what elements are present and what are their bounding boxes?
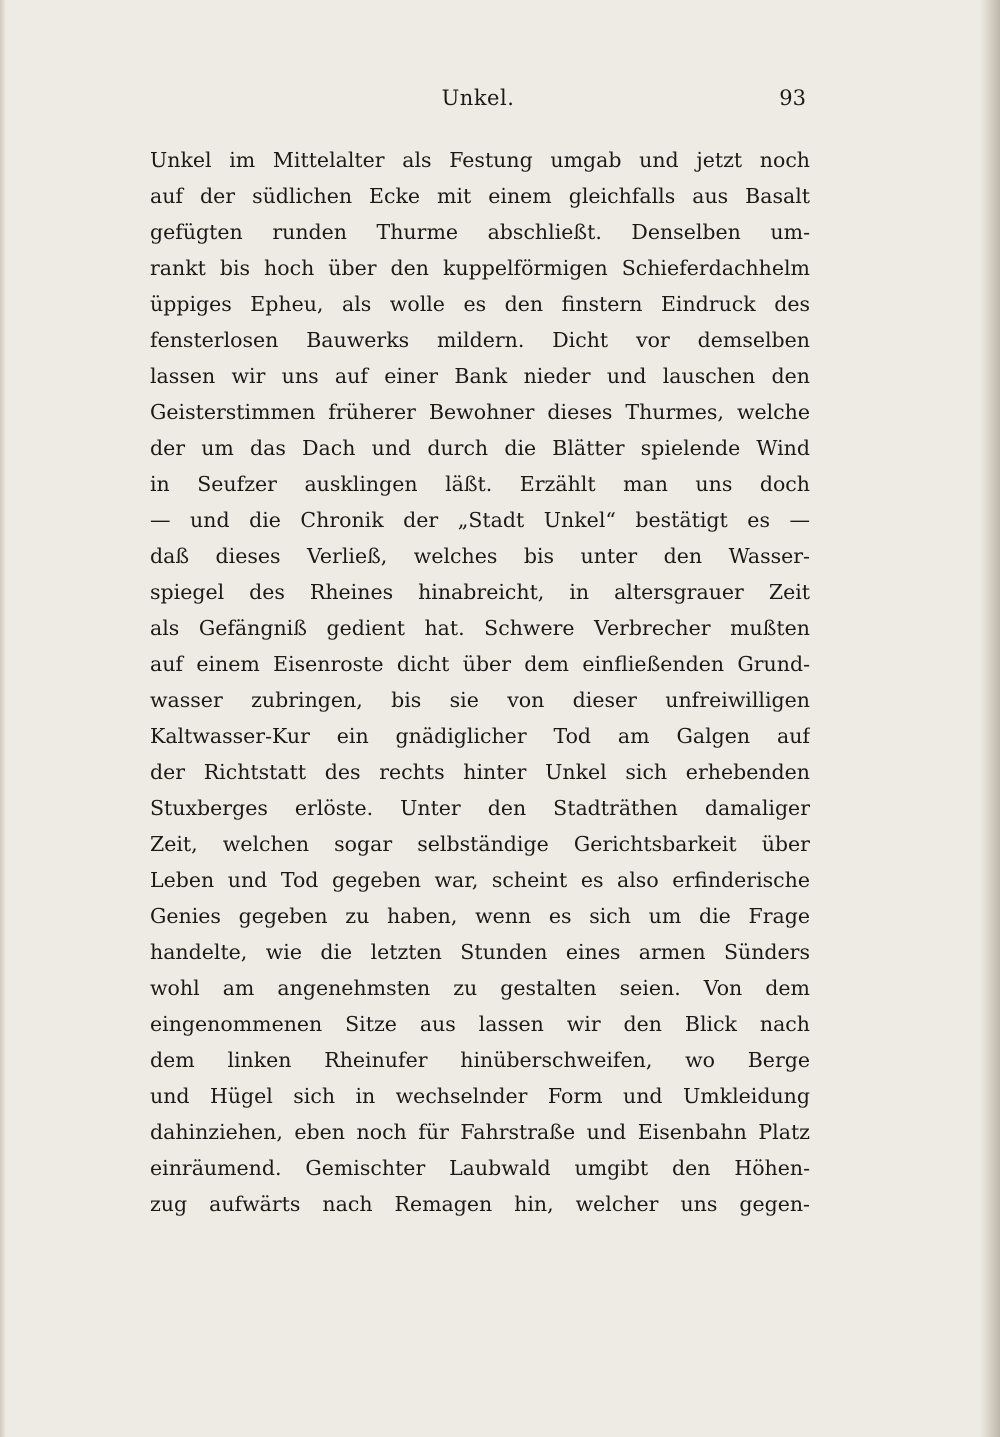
text-line: wohl am angenehmsten zu gestalten seien. Von dem [150, 976, 810, 1000]
text-line: zug aufwärts nach Remagen hin, welcher uns gegen- [150, 1192, 810, 1216]
text-line: lassen wir uns auf einer Bank nieder und lauschen den [150, 364, 810, 388]
text-line: fensterlosen Bauwerks mildern. Dicht vor demselben [150, 328, 810, 352]
text-line: dahinziehen, eben noch für Fahrstraße und Eisenbahn Platz [150, 1120, 810, 1144]
text-line: der um das Dach und durch die Blätter spielende Wind [150, 436, 810, 460]
text-line: auf der südlichen Ecke mit einem gleichfalls aus Basalt [150, 184, 810, 208]
text-line: auf einem Eisenroste dicht über dem einfließenden Grund- [150, 652, 810, 676]
text-line: wasser zubringen, bis sie von dieser unfreiwilligen [150, 688, 810, 712]
text-line: daß dieses Verließ, welches bis unter den Wasser- [150, 544, 810, 568]
text-line: gefügten runden Thurme abschließt. Denselben um- [150, 220, 810, 244]
text-line: Zeit, welchen sogar selbständige Gerichtsbarkeit über [150, 832, 810, 856]
page-gutter-shadow [0, 0, 6, 1437]
text-line: und Hügel sich in wechselnder Form und Umkleidung [150, 1084, 810, 1108]
text-line: Stuxberges erlöste. Unter den Stadträthen damaliger [150, 796, 810, 820]
text-line: Genies gegeben zu haben, wenn es sich um die Frage [150, 904, 810, 928]
body-paragraph [150, 142, 810, 1222]
text-line: der Richtstatt des rechts hinter Unkel sich erhebenden [150, 760, 810, 784]
text-line: handelte, wie die letzten Stunden eines armen Sünders [150, 940, 810, 964]
text-line: Geisterstimmen früherer Bewohner dieses Thurmes, welche [150, 400, 810, 424]
text-line: Leben und Tod gegeben war, scheint es also erfinderische [150, 868, 810, 892]
text-line: in Seufzer ausklingen läßt. Erzählt man uns doch [150, 472, 810, 496]
text-line: als Gefängniß gedient hat. Schwere Verbrecher mußten [150, 616, 810, 640]
running-head [150, 86, 806, 116]
text-line: Kaltwasser-Kur ein gnädiglicher Tod am Galgen auf [150, 724, 810, 748]
text-line: spiegel des Rheines hinabreicht, in altersgrauer Zeit [150, 580, 810, 604]
running-head-title: Unkel. [441, 86, 515, 110]
text-line: dem linken Rheinufer hinüberschweifen, wo Berge [150, 1048, 810, 1072]
text-line: üppiges Epheu, als wolle es den finstern Eindruck des [150, 292, 810, 316]
text-line: rankt bis hoch über den kuppelförmigen Schieferdachhelm [150, 256, 810, 280]
text-line: eingenommenen Sitze aus lassen wir den Blick nach [150, 1012, 810, 1036]
page-number: 93 [779, 86, 806, 110]
page-edge-shadow [980, 0, 1000, 1437]
text-line: einräumend. Gemischter Laubwald umgibt den Höhen- [150, 1156, 810, 1180]
text-line: — und die Chronik der „Stadt Unkel“ bestätigt es — [150, 508, 810, 532]
text-line: Unkel im Mittelalter als Festung umgab und jetzt noch [150, 148, 810, 172]
